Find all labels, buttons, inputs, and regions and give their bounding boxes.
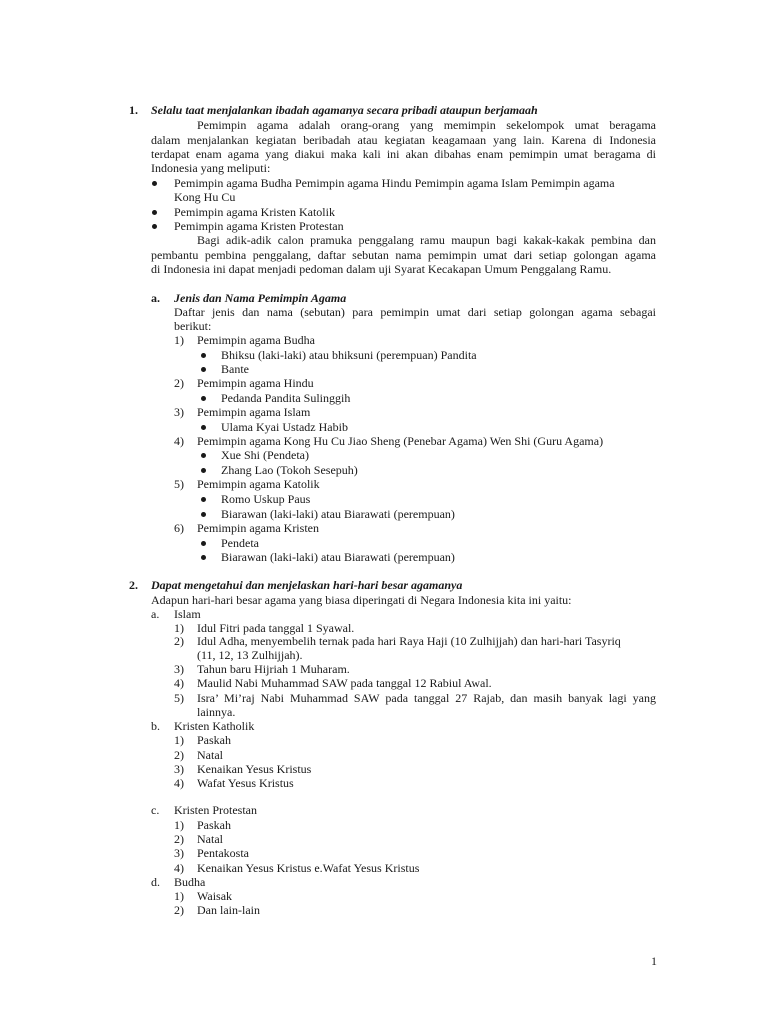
text-line: Pemimpin agama Budha [197, 333, 315, 347]
list-marker: 3) [174, 762, 184, 776]
bullet-icon [201, 512, 206, 517]
text-line: Romo Uskup Paus [221, 492, 311, 506]
text-line: Pemimpin agama Islam [197, 405, 311, 419]
text-line: Biarawan (laki-laki) atau Biarawati (perempuan) [221, 550, 455, 564]
list-marker: 3) [174, 662, 184, 676]
text-line: Bhiksu (laki-laki) atau bhiksuni (perempuan) Pandita [221, 348, 477, 362]
text-line: Pedanda Pandita Sulinggih [221, 391, 351, 405]
text-line: terdapat enam agama yang diakui maka kali ini akan dibahas enam pemimpin umat beragama di [151, 147, 656, 161]
bullet-icon [201, 541, 206, 546]
text-line: Kristen Katholik [174, 719, 255, 733]
text-line: Bagi adik-adik calon pramuka penggalang ramu maupun bagi kakak-kakak pembina dan [197, 233, 656, 247]
section-heading: Jenis dan Nama Pemimpin Agama [174, 291, 347, 305]
list-marker: 1) [174, 333, 184, 347]
bullet-icon [201, 555, 206, 560]
section-heading: Dapat mengetahui dan menjelaskan hari-hari besar agamanya [151, 578, 463, 592]
list-marker: 1) [174, 889, 184, 903]
text-line: Wafat Yesus Kristus [197, 776, 294, 790]
bullet-icon [201, 468, 206, 473]
text-line: Natal [197, 748, 223, 762]
text-line: di Indonesia ini dapat menjadi pedoman dalam uji Syarat Kecakapan Umum Penggalang Ramu. [151, 262, 612, 276]
list-marker: a. [151, 291, 160, 305]
bullet-icon [152, 210, 157, 215]
bullet-icon [152, 224, 157, 229]
list-marker: 4) [174, 434, 184, 448]
text-line: Isra’ Mi’raj Nabi Muhammad SAW pada tanggal 27 Rajab, dan masih banyak lagi yang [197, 691, 656, 705]
text-line: Pendeta [221, 536, 259, 550]
bullet-icon [201, 497, 206, 502]
list-marker: 2) [174, 832, 184, 846]
text-line: Ulama Kyai Ustadz Habib [221, 420, 348, 434]
list-marker: 2) [174, 748, 184, 762]
bullet-icon [201, 396, 206, 401]
text-line: berikut: [174, 319, 212, 333]
list-marker: 5) [174, 477, 184, 491]
text-line: Pemimpin agama Kong Hu Cu Jiao Sheng (Penebar Agama) Wen Shi (Guru Agama) [197, 434, 604, 448]
text-line: Xue Shi (Pendeta) [221, 448, 309, 462]
text-line: Idul Fitri pada tanggal 1 Syawal. [197, 621, 355, 635]
text-line: (11, 12, 13 Zulhijjah). [197, 648, 303, 662]
text-line: Pemimpin agama Hindu [197, 376, 314, 390]
list-marker: 3) [174, 405, 184, 419]
text-line: lainnya. [197, 705, 236, 719]
text-line: Kong Hu Cu [174, 190, 236, 204]
list-marker: a. [151, 607, 160, 621]
text-line: Idul Adha, menyembelih ternak pada hari Raya Haji (10 Zulhijjah) dan hari-hari Tasyriq [197, 634, 621, 648]
bullet-icon [201, 453, 206, 458]
list-marker: 5) [174, 691, 184, 705]
text-line: Maulid Nabi Muhammad SAW pada tanggal 12 Rabiul Awal. [197, 676, 492, 690]
page-number: 1 [651, 954, 657, 968]
text-line: Pemimpin agama Kristen [197, 521, 319, 535]
text-line: Natal [197, 832, 223, 846]
list-marker: 1) [174, 621, 184, 635]
section-heading: Selalu taat menjalankan ibadah agamanya secara pribadi ataupun berjamaah [151, 103, 538, 117]
text-line: Tahun baru Hijriah 1 Muharam. [197, 662, 350, 676]
bullet-icon [152, 181, 157, 186]
text-line: Paskah [197, 733, 231, 747]
list-marker: 4) [174, 676, 184, 690]
list-marker: 4) [174, 861, 184, 875]
text-line: Pemimpin agama Kristen Katolik [174, 205, 335, 219]
list-marker: 1) [174, 733, 184, 747]
text-line: Kenaikan Yesus Kristus [197, 762, 312, 776]
list-marker: 2) [174, 376, 184, 390]
list-marker: 6) [174, 521, 184, 535]
text-line: Biarawan (laki-laki) atau Biarawati (perempuan) [221, 507, 455, 521]
text-line: Zhang Lao (Tokoh Sesepuh) [221, 463, 358, 477]
text-line: Daftar jenis dan nama (sebutan) para pemimpin umat dari setiap golongan agama sebagai [174, 305, 656, 319]
text-line: Indonesia yang meliputi: [151, 161, 271, 175]
bullet-icon [201, 425, 206, 430]
text-line: Paskah [197, 818, 231, 832]
text-line: Bante [221, 362, 249, 376]
text-line: Budha [174, 875, 206, 889]
text-line: Islam [174, 607, 201, 621]
text-line: Waisak [197, 889, 233, 903]
text-line: Pemimpin agama Katolik [197, 477, 320, 491]
text-line: Kristen Protestan [174, 803, 257, 817]
list-marker: 1) [174, 818, 184, 832]
bullet-icon [201, 367, 206, 372]
list-marker: 2. [129, 578, 138, 592]
text-line: Adapun hari-hari besar agama yang biasa diperingati di Negara Indonesia kita ini yaitu: [151, 593, 572, 607]
list-marker: 1. [129, 103, 138, 117]
text-line: Pemimpin agama Budha Pemimpin agama Hindu Pemimpin agama Islam Pemimpin agama [174, 176, 615, 190]
list-marker: b. [151, 719, 160, 733]
list-marker: 2) [174, 903, 184, 917]
text-line: Pemimpin agama adalah orang-orang yang memimpin sekelompok umat beragama [197, 118, 656, 132]
list-marker: 4) [174, 776, 184, 790]
list-marker: d. [151, 875, 160, 889]
text-line: pembantu pembina penggalang, daftar sebutan nama pemimpin umat dari setiap golongan agama [151, 248, 656, 262]
text-line: Dan lain-lain [197, 903, 260, 917]
text-line: Pentakosta [197, 846, 249, 860]
bullet-icon [201, 353, 206, 358]
list-marker: 3) [174, 846, 184, 860]
text-line: Kenaikan Yesus Kristus e.Wafat Yesus Kristus [197, 861, 420, 875]
text-line: dalam menjalankan kegiatan beribadah atau kegiatan keagamaan yang lain. Karena di Indonesia [151, 133, 656, 147]
text-line: Pemimpin agama Kristen Protestan [174, 219, 344, 233]
list-marker: 2) [174, 634, 184, 648]
list-marker: c. [151, 803, 160, 817]
